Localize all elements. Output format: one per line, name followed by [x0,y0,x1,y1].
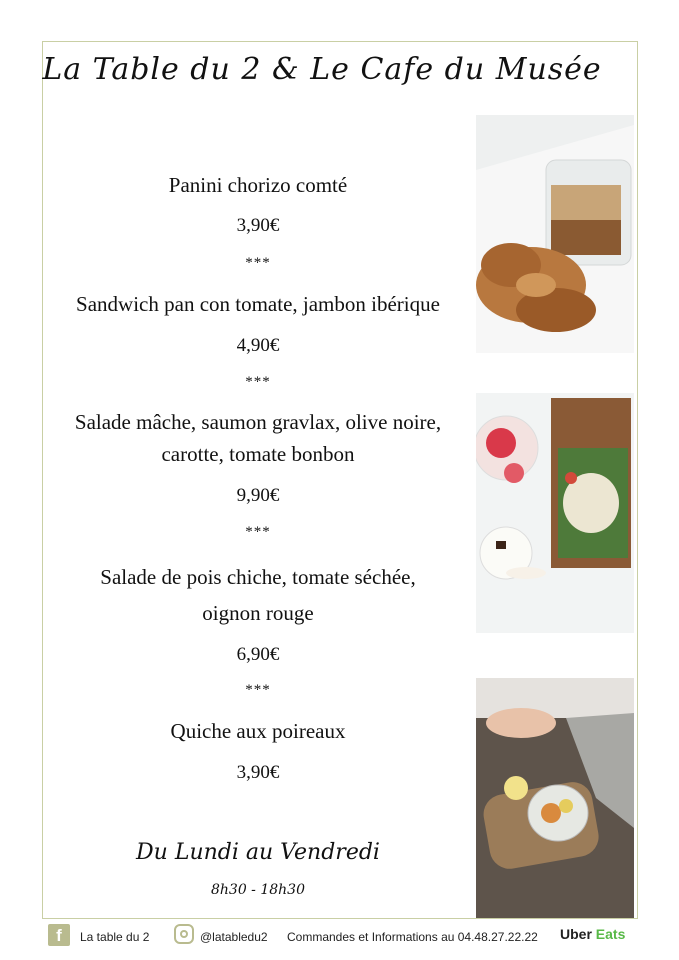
menu-separator: *** [245,374,271,390]
footer [0,922,679,952]
menu-item-name: Salade de pois chiche, tomate séchée, [100,565,416,589]
menu-separator: *** [245,682,271,698]
photo-croissant [476,115,634,353]
menu-item-name: oignon rouge [202,601,314,625]
menu-item-name: carotte, tomate bonbon [161,442,355,466]
uber-label: Uber [560,926,592,942]
eats-label: Eats [595,926,626,942]
menu-item-name: Sandwich pan con tomate, jambon ibérique [76,292,440,316]
menu-item-name: Quiche aux poireaux [170,719,346,743]
instagram-label[interactable]: @latabledu2 [200,930,268,944]
facebook-label[interactable]: La table du 2 [80,930,150,944]
facebook-icon[interactable]: f [48,924,70,946]
hours-days: Du Lundi au Vendredi [136,840,380,865]
uber-eats-logo[interactable] [560,926,625,942]
menu-item-price: 4,90€ [236,335,280,356]
menu-separator: *** [245,255,271,271]
page-title: La Table du 2 & Le Cafe du Musée [42,52,602,87]
menu-separator: *** [245,524,271,540]
menu-item-name: Salade mâche, saumon gravlax, olive noire, [74,410,442,434]
menu-item-price: 6,90€ [236,644,280,665]
instagram-icon[interactable] [174,924,194,944]
hours-time: 8h30 - 18h30 [210,882,305,898]
menu-item-price: 3,90€ [236,215,280,236]
menu-item-price: 9,90€ [236,485,280,506]
menu-item-price: 3,90€ [236,762,280,783]
contact-info: Commandes et Informations au 04.48.27.22.22 [287,930,538,944]
menu-item-name: Panini chorizo comté [168,173,348,197]
photo-salad-box [476,393,634,633]
photo-salad-bowl [476,678,634,918]
